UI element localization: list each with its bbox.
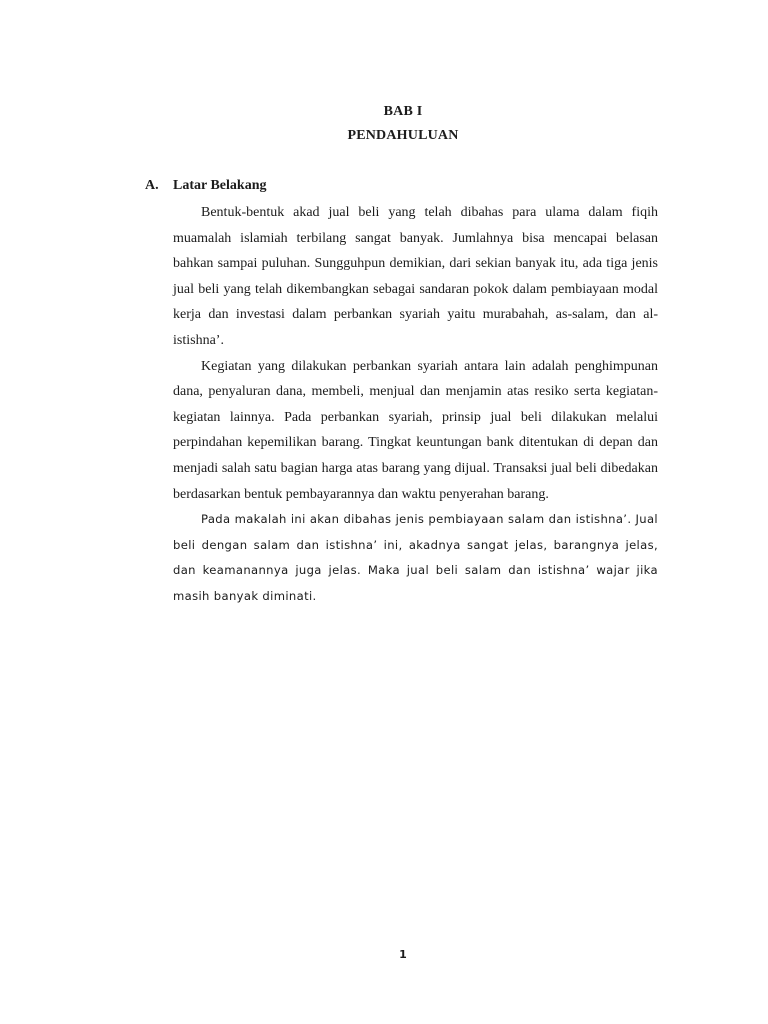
chapter-number: BAB I xyxy=(383,104,423,119)
section-title: Latar Belakang xyxy=(173,178,267,193)
page-number: 1 xyxy=(399,948,407,961)
section-heading xyxy=(145,178,266,194)
paragraph: Kegiatan yang dilakukan perbankan syariah antara lain adalah penghimpunan dana, penyaluran dana, membeli, menjual dan menjamin atas resiko serta kegiatan-kegiatan lainnya. Pada perbankan syariah, prinsip jual beli dilakukan melalui perpindahan kepemilikan barang. Tingkat keuntungan bank ditentukan di depan dan menjadi salah satu bagian harga atas barang yang dijual. Transaksi jual beli dibedakan berdasarkan bentuk pembayarannya dan waktu penyerahan barang. xyxy=(173,358,658,502)
paragraph: Bentuk-bentuk akad jual beli yang telah dibahas para ulama dalam fiqih muamalah islamiah terbilang sangat banyak. Jumlahnya bisa mencapai belasan bahkan sampai puluhan. Sungguhpun demikian, dari sekian banyak itu, ada tiga jenis jual beli yang telah dikembangkan sebagai sandaran pokok dalam pembiayaan modal kerja dan investasi dalam perbankan syariah yaitu murabahah, as-salam, dan al-istishna’. xyxy=(173,205,658,348)
paragraph: Pada makalah ini akan dibahas jenis pembiayaan salam dan istishna’. Jual beli dengan salam dan istishna’ ini, akadnya sangat jelas, barangnya jelas, dan keamanannya juga jelas. Maka jual beli salam dan istishna’ wajar jika masih banyak diminati. xyxy=(173,512,658,603)
chapter-title: PENDAHULUAN xyxy=(347,128,459,143)
section-number: A. xyxy=(145,178,159,193)
body-text xyxy=(173,200,658,610)
